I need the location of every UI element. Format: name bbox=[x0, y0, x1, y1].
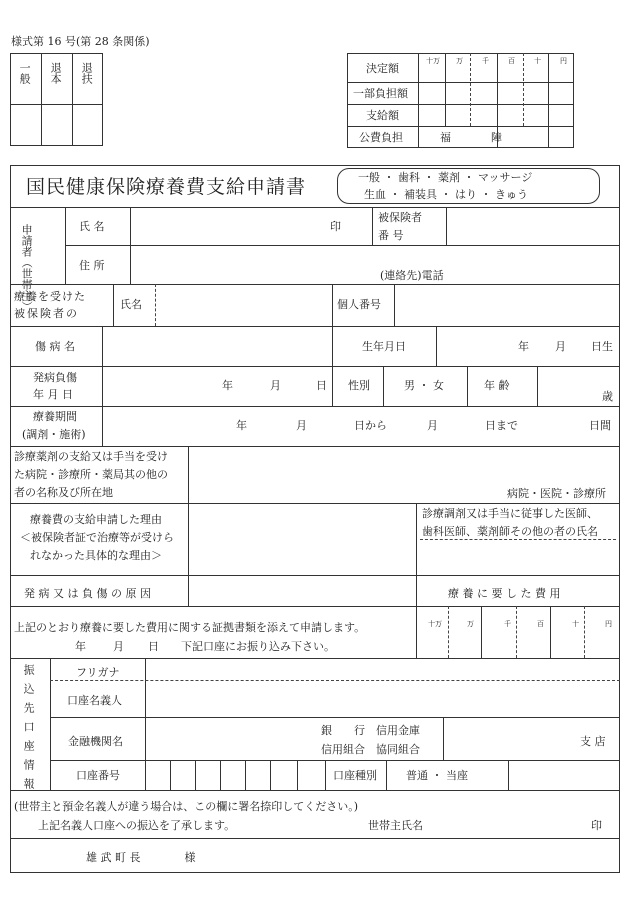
declaration-year-unit: 年 bbox=[75, 640, 86, 653]
bank-types-line2: 信用組合 協同組合 bbox=[321, 743, 420, 756]
onset-month-unit: 月 bbox=[270, 379, 281, 392]
birth-day-unit: 日生 bbox=[591, 340, 613, 353]
sex-label: 性別 bbox=[348, 379, 370, 392]
reason-label-2: ＜被保険者証で治療等が受けら bbox=[20, 531, 174, 544]
personal-number-label: 個人番号 bbox=[337, 298, 381, 311]
applicant-contact: (連絡先)電話 bbox=[380, 269, 444, 282]
account-type-label: 口座種別 bbox=[333, 769, 377, 782]
birth-month-unit: 月 bbox=[555, 340, 566, 353]
account-type-options[interactable]: 普通 ・ 当座 bbox=[406, 769, 468, 782]
reason-label-3: れなかった具体的な理由＞ bbox=[30, 549, 162, 562]
public-disability: 障 bbox=[491, 131, 502, 144]
consent-note: (世帯主と預金名義人が違う場合は、この欄に署名捺印してください。) bbox=[14, 800, 359, 813]
form-number: 様式第 16 号(第 28 条関係) bbox=[11, 35, 150, 48]
unit-100k: 十万 bbox=[426, 57, 440, 65]
hospital-label-3: 者の名称及び所在地 bbox=[14, 486, 113, 499]
cost-unit-100k: 十万 bbox=[428, 620, 442, 628]
applicant-group-label: 申請者（世帯主） bbox=[20, 224, 34, 312]
cost-unit-10: 十 bbox=[572, 620, 579, 628]
addressee: 雄 武 町 長 様 bbox=[86, 851, 196, 864]
declaration-line2: 下記口座にお振り込み下さい。 bbox=[181, 640, 335, 653]
institution-label: 金融機関名 bbox=[68, 735, 123, 748]
cause-label: 発 病 又 は 負 傷 の 原 因 bbox=[24, 587, 151, 600]
onset-label-1: 発病負傷 bbox=[33, 371, 77, 384]
stamp-label-retire-dependent: 退扶 bbox=[80, 62, 94, 84]
consent-seal: 印 bbox=[591, 819, 602, 832]
period-label-1: 療養期間 bbox=[33, 410, 77, 423]
unit-10: 十 bbox=[534, 57, 541, 65]
onset-label-2: 年 月 日 bbox=[33, 388, 73, 401]
bank-types-line1: 銀 行 信用金庫 bbox=[321, 724, 420, 737]
declaration-line1: 上記のとおり療養に要した費用に関する証拠書類を添えて申請します。 bbox=[14, 621, 366, 634]
age-label: 年 齢 bbox=[484, 379, 510, 392]
doctor-label-1: 診療調剤又は手当に従事した医師、 bbox=[422, 507, 598, 520]
partial-burden-label: 一部負担額 bbox=[353, 87, 408, 100]
birth-date-label: 生年月日 bbox=[362, 340, 406, 353]
patient-name-label: 氏名 bbox=[120, 298, 142, 311]
categories-line1: 一般 ・ 歯科 ・ 薬剤 ・ マッサージ bbox=[358, 171, 533, 184]
hospital-suffix: 病院・医院・診療所 bbox=[507, 487, 606, 500]
furigana-label: フリガナ bbox=[76, 666, 120, 679]
cost-unit-100: 百 bbox=[537, 620, 544, 628]
period-month-unit: 月 bbox=[296, 419, 307, 432]
doctor-label-2: 歯科医師、薬剤師その他の者の氏名 bbox=[422, 525, 598, 538]
stamp-label-retire-main: 退本 bbox=[49, 62, 63, 84]
form-title: 国民健康保険療養費支給申請書 bbox=[26, 176, 307, 198]
categories-line2: 生血 ・ 補装具 ・ はり ・ きゅう bbox=[364, 188, 528, 201]
birth-year-unit: 年 bbox=[518, 340, 529, 353]
public-welfare: 福 bbox=[440, 131, 451, 144]
period-year-unit: 年 bbox=[236, 419, 247, 432]
onset-day-unit: 日 bbox=[316, 379, 327, 392]
cost-unit-yen: 円 bbox=[605, 620, 612, 628]
age-unit: 歳 bbox=[602, 390, 613, 403]
period-to-unit: 日まで bbox=[485, 419, 518, 432]
account-holder-label: 口座名義人 bbox=[67, 694, 122, 707]
applicant-seal: 印 bbox=[330, 220, 341, 233]
period-month2-unit: 月 bbox=[427, 419, 438, 432]
applicant-address-label: 住 所 bbox=[79, 259, 105, 272]
cost-unit-1k: 千 bbox=[504, 620, 511, 628]
stamp-label-general: 一般 bbox=[18, 62, 32, 84]
cost-label: 療 養 に 要 し た 費 用 bbox=[448, 587, 561, 600]
patient-label-2: 被保険者の bbox=[14, 307, 79, 320]
insured-number-label-2: 番 号 bbox=[378, 229, 404, 242]
bank-side-label: 振込先口座情報 bbox=[22, 664, 36, 797]
period-days-unit: 日間 bbox=[589, 419, 611, 432]
hospital-label-1: 診療薬剤の支給又は手当を受け bbox=[14, 450, 168, 463]
patient-label-1: 療養を受けた bbox=[14, 290, 86, 303]
injury-name-label: 傷 病 名 bbox=[35, 340, 75, 353]
unit-1k: 千 bbox=[482, 57, 489, 65]
period-from-unit: 日から bbox=[354, 419, 387, 432]
applicant-name-label: 氏 名 bbox=[79, 220, 105, 233]
decided-amount-label: 決定額 bbox=[366, 62, 399, 75]
reason-label-1: 療養費の支給申請した理由 bbox=[30, 513, 162, 526]
declaration-month-unit: 月 bbox=[113, 640, 124, 653]
onset-year-unit: 年 bbox=[222, 379, 233, 392]
cost-unit-10k: 万 bbox=[467, 620, 474, 628]
hospital-label-2: た病院・診療所・薬局其の他の bbox=[14, 468, 168, 481]
unit-10k: 万 bbox=[456, 57, 463, 65]
public-burden-label: 公費負担 bbox=[359, 131, 403, 144]
head-name-label: 世帯主氏名 bbox=[368, 819, 423, 832]
sex-options[interactable]: 男 ・ 女 bbox=[404, 379, 444, 392]
insured-number-label-1: 被保険者 bbox=[378, 211, 422, 224]
unit-100: 百 bbox=[508, 57, 515, 65]
payment-amount-label: 支給額 bbox=[366, 109, 399, 122]
branch-label: 支 店 bbox=[580, 735, 606, 748]
account-number-label: 口座番号 bbox=[76, 769, 120, 782]
unit-yen: 円 bbox=[560, 57, 567, 65]
declaration-day-unit: 日 bbox=[148, 640, 159, 653]
consent-line: 上記名義人口座への振込を了承します。 bbox=[38, 819, 236, 832]
period-label-2: (調剤・施術) bbox=[22, 428, 86, 441]
